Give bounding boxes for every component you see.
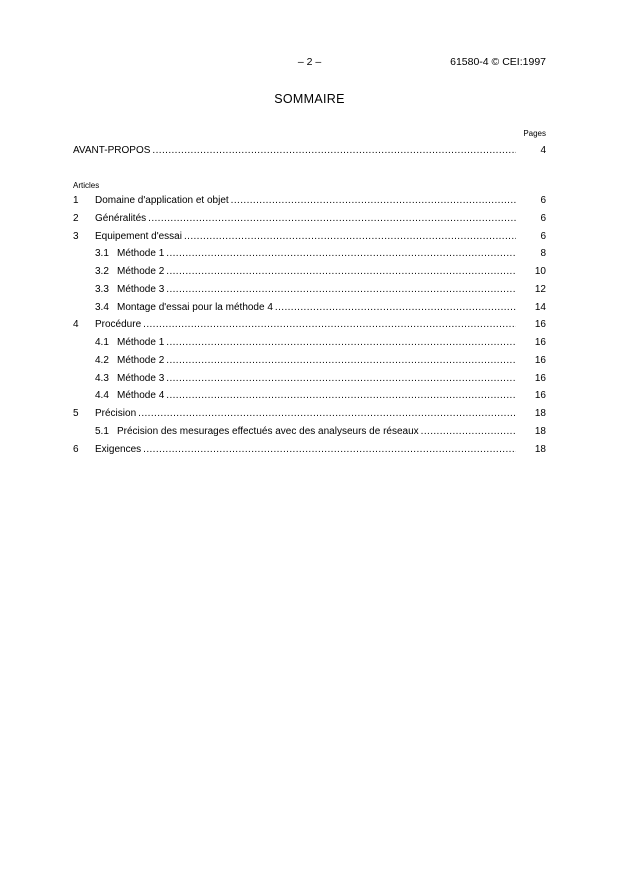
toc-entry-text: Méthode 2 — [117, 266, 165, 277]
toc-entry-text: Méthode 1 — [117, 337, 165, 348]
toc-entry-text: Généralités — [95, 212, 147, 224]
toc-entry-number: 5.1 — [95, 425, 109, 437]
toc-entry-number: 3.1 — [95, 248, 109, 260]
toc-entry[interactable] — [73, 373, 546, 391]
toc-entry[interactable] — [73, 213, 546, 231]
toc-foreword — [73, 145, 546, 163]
toc-entry-page: 16 — [534, 390, 546, 402]
dot-leader — [166, 266, 516, 277]
toc-entry[interactable] — [73, 266, 546, 284]
toc-entry-page: 18 — [534, 408, 546, 419]
pages-column-label: Pages — [523, 129, 546, 138]
toc-entry[interactable] — [73, 444, 546, 462]
dot-leader — [184, 231, 516, 242]
toc-entry-number: 3.4 — [95, 301, 109, 313]
toc-entry-page: 6 — [540, 230, 546, 242]
toc-entry-page: 8 — [540, 248, 546, 260]
toc-entry-number: 6 — [73, 443, 79, 455]
dot-leader — [143, 319, 516, 330]
articles-label: Articles — [73, 181, 100, 190]
toc-entry[interactable] — [73, 302, 546, 320]
dot-leader — [166, 248, 516, 259]
toc-entry[interactable] — [73, 248, 546, 266]
toc-entry-number: 1 — [73, 195, 79, 206]
page-title: SOMMAIRE — [274, 92, 345, 106]
toc-entry-text: Méthode 3 — [117, 283, 165, 295]
toc-entry-text: Equipement d'essai — [95, 230, 182, 242]
toc-entry-text: AVANT-PROPOS — [73, 145, 151, 156]
toc-entry-number: 2 — [73, 212, 79, 224]
toc-entry-page: 18 — [534, 443, 546, 455]
dot-leader — [166, 337, 516, 348]
toc-entry-page: 16 — [534, 319, 546, 331]
toc-entry-number: 3.2 — [95, 266, 109, 277]
toc-entry[interactable] — [73, 319, 546, 337]
toc-entry-number: 4.1 — [95, 337, 109, 348]
dot-leader — [166, 284, 516, 295]
toc-entry-text: Exigences — [95, 443, 142, 455]
toc-entry[interactable] — [73, 408, 546, 426]
dot-leader — [166, 355, 516, 366]
dot-leader — [143, 444, 516, 455]
toc-entry-page: 4 — [540, 145, 546, 156]
toc-entry-text: Domaine d'application et objet — [95, 195, 229, 206]
toc-entry-number: 4.4 — [95, 390, 109, 402]
toc-entry[interactable] — [73, 284, 546, 302]
toc-entry-page: 16 — [534, 372, 546, 384]
toc-entry-text: Montage d'essai pour la méthode 4 — [117, 301, 273, 313]
toc-entry[interactable] — [73, 195, 546, 213]
toc-entry-page: 14 — [534, 301, 546, 313]
toc-entry[interactable] — [73, 231, 546, 249]
dot-leader — [231, 195, 516, 206]
toc-entry-text: Procédure — [95, 319, 142, 331]
toc-entry-number: 3.3 — [95, 283, 109, 295]
toc-entry[interactable] — [73, 337, 546, 355]
toc-entry-page: 16 — [534, 354, 546, 366]
toc-entry-number: 4.3 — [95, 372, 109, 384]
dot-leader — [421, 426, 516, 437]
toc-entry-text: Méthode 4 — [117, 390, 165, 402]
dot-leader — [148, 213, 516, 224]
dot-leader — [138, 408, 516, 419]
toc-entry-number: 4 — [73, 319, 79, 331]
toc-entry-number: 3 — [73, 230, 79, 242]
toc-entry-text: Précision des mesurages effectués avec des analyseurs de réseaux — [117, 425, 419, 437]
toc-entry[interactable] — [73, 355, 546, 373]
toc-entry-text: Méthode 2 — [117, 354, 165, 366]
toc-entry-page: 6 — [540, 212, 546, 224]
toc-entry-number: 5 — [73, 408, 79, 419]
dot-leader — [275, 302, 516, 313]
toc-entry[interactable] — [73, 426, 546, 444]
dot-leader — [166, 373, 516, 384]
document-id: 61580-4 © CEI:1997 — [450, 56, 546, 68]
dot-leader — [166, 390, 516, 401]
toc-entry-page: 6 — [540, 195, 546, 206]
toc-entry-text: Précision — [95, 408, 137, 419]
toc-entry-page: 12 — [534, 283, 546, 295]
dot-leader — [152, 145, 516, 156]
toc-entry-text: Méthode 1 — [117, 248, 165, 260]
toc-entry-text: Méthode 3 — [117, 372, 165, 384]
toc-entry-page: 18 — [534, 425, 546, 437]
toc-entry-page: 16 — [534, 337, 546, 348]
toc-entry-number: 4.2 — [95, 354, 109, 366]
toc-entry-avant-propos[interactable] — [73, 145, 546, 163]
toc-entry[interactable] — [73, 390, 546, 408]
table-of-contents — [73, 195, 546, 461]
page-number: – 2 – — [297, 56, 322, 68]
toc-entry-page: 10 — [534, 266, 546, 277]
